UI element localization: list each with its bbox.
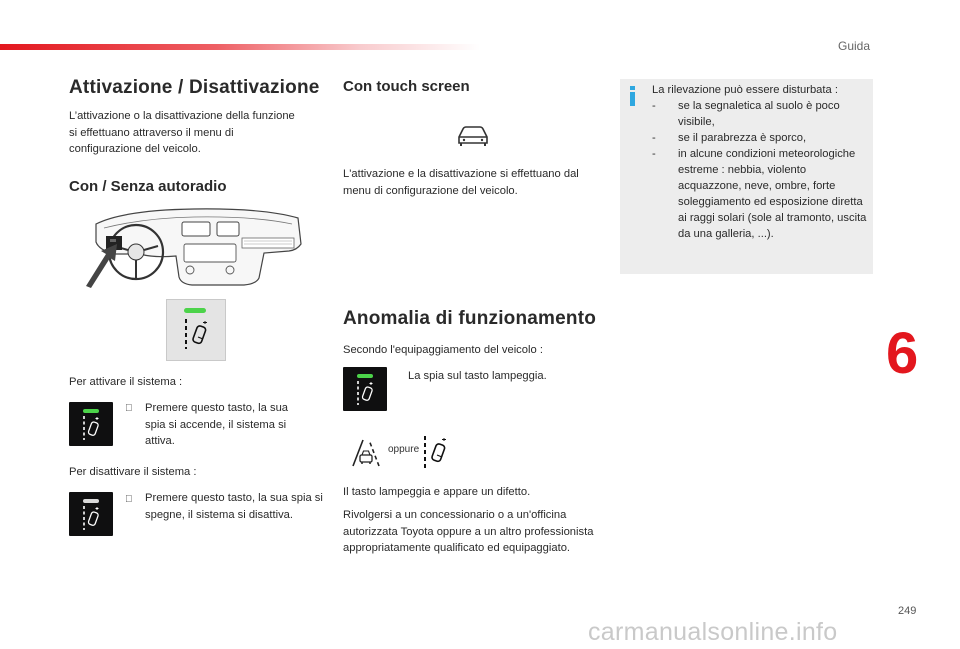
activate-instruction: Premere questo tasto, la sua spia si accende, il sistema si attiva. [145, 402, 289, 447]
lane-assist-icon [355, 380, 375, 406]
subtitle-radio: Con / Senza autoradio [69, 178, 227, 195]
fault-title: Anomalia di funzionamento [343, 308, 597, 329]
contact-text: Rivolgersi a un concessionario o a un'officina autorizzata Toyota oppure a un altro professionista appropriatamente qualificato ed equipaggiato. [343, 509, 594, 554]
fault-text: Il tasto lampeggia e appare un difetto. [343, 486, 531, 498]
info-text [652, 82, 870, 242]
section-label: Guida [838, 39, 871, 53]
lane-assist-icon [81, 415, 101, 441]
dashboard-illustration [84, 204, 306, 288]
or-text: oppure [388, 444, 420, 455]
activate-label: Per attivare il sistema : [69, 376, 183, 388]
info-dash: - [652, 148, 656, 160]
header-accent-bar [0, 44, 480, 50]
info-intro: La rilevazione può essere disturbata : [652, 84, 838, 96]
touch-screen-title: Con touch screen [343, 78, 470, 95]
info-item [652, 98, 870, 130]
info-icon [630, 86, 635, 90]
info-dash: - [652, 132, 656, 144]
intro-paragraph: L’attivazione o la disattivazione della funzione si effettuano attraverso il menu di configurazione del veicolo. [69, 110, 295, 155]
lane-warning-icon [351, 438, 381, 468]
led-blinking [357, 374, 373, 378]
bullet-marker [125, 403, 133, 414]
page-title: Attivazione / Disattivazione [69, 77, 320, 98]
lane-button-on [69, 402, 113, 446]
info-item-text: in alcune condizioni meteorologiche estreme : nebbia, violento acquazzone, neve, ombre, forte soleggiamento ed esposizione diretta ai raggi solari (sole al tramonto, uscita da una galleria, ...). [678, 148, 867, 240]
bullet-marker [125, 494, 133, 505]
blink-text: La spia sul tasto lampeggia. [408, 370, 547, 382]
info-icon-stem [630, 92, 635, 106]
info-item-text: se il parabrezza è sporco, [678, 132, 807, 144]
info-item-text: se la segnaletica al suolo è poco visibile, [678, 100, 840, 128]
lane-button-blinking [343, 367, 387, 411]
lane-assist-icon [81, 505, 101, 531]
fault-intro: Secondo l'equipaggiamento del veicolo : [343, 344, 543, 356]
info-item [652, 146, 870, 242]
car-icon [456, 125, 490, 147]
chapter-number: 6 [886, 321, 919, 386]
deactivate-instruction: Premere questo tasto, la sua spia si spegne, il sistema si disattiva. [145, 492, 323, 521]
info-dash: - [652, 100, 656, 112]
lane-assist-icon [181, 317, 211, 351]
deactivate-label: Per disattivare il sistema : [69, 466, 197, 478]
watermark: carmanualsonline.info [588, 618, 838, 646]
page-number: 249 [898, 605, 917, 617]
info-item [652, 130, 870, 146]
led-on [83, 409, 99, 413]
button-closeup [166, 299, 226, 361]
lane-button-off [69, 492, 113, 536]
led-off [83, 499, 99, 503]
closeup-led [184, 308, 206, 313]
touch-screen-text: L'attivazione e la disattivazione si effettuano dal menu di configurazione del veicolo. [343, 168, 579, 197]
lane-assist-fault-icon [420, 434, 450, 470]
